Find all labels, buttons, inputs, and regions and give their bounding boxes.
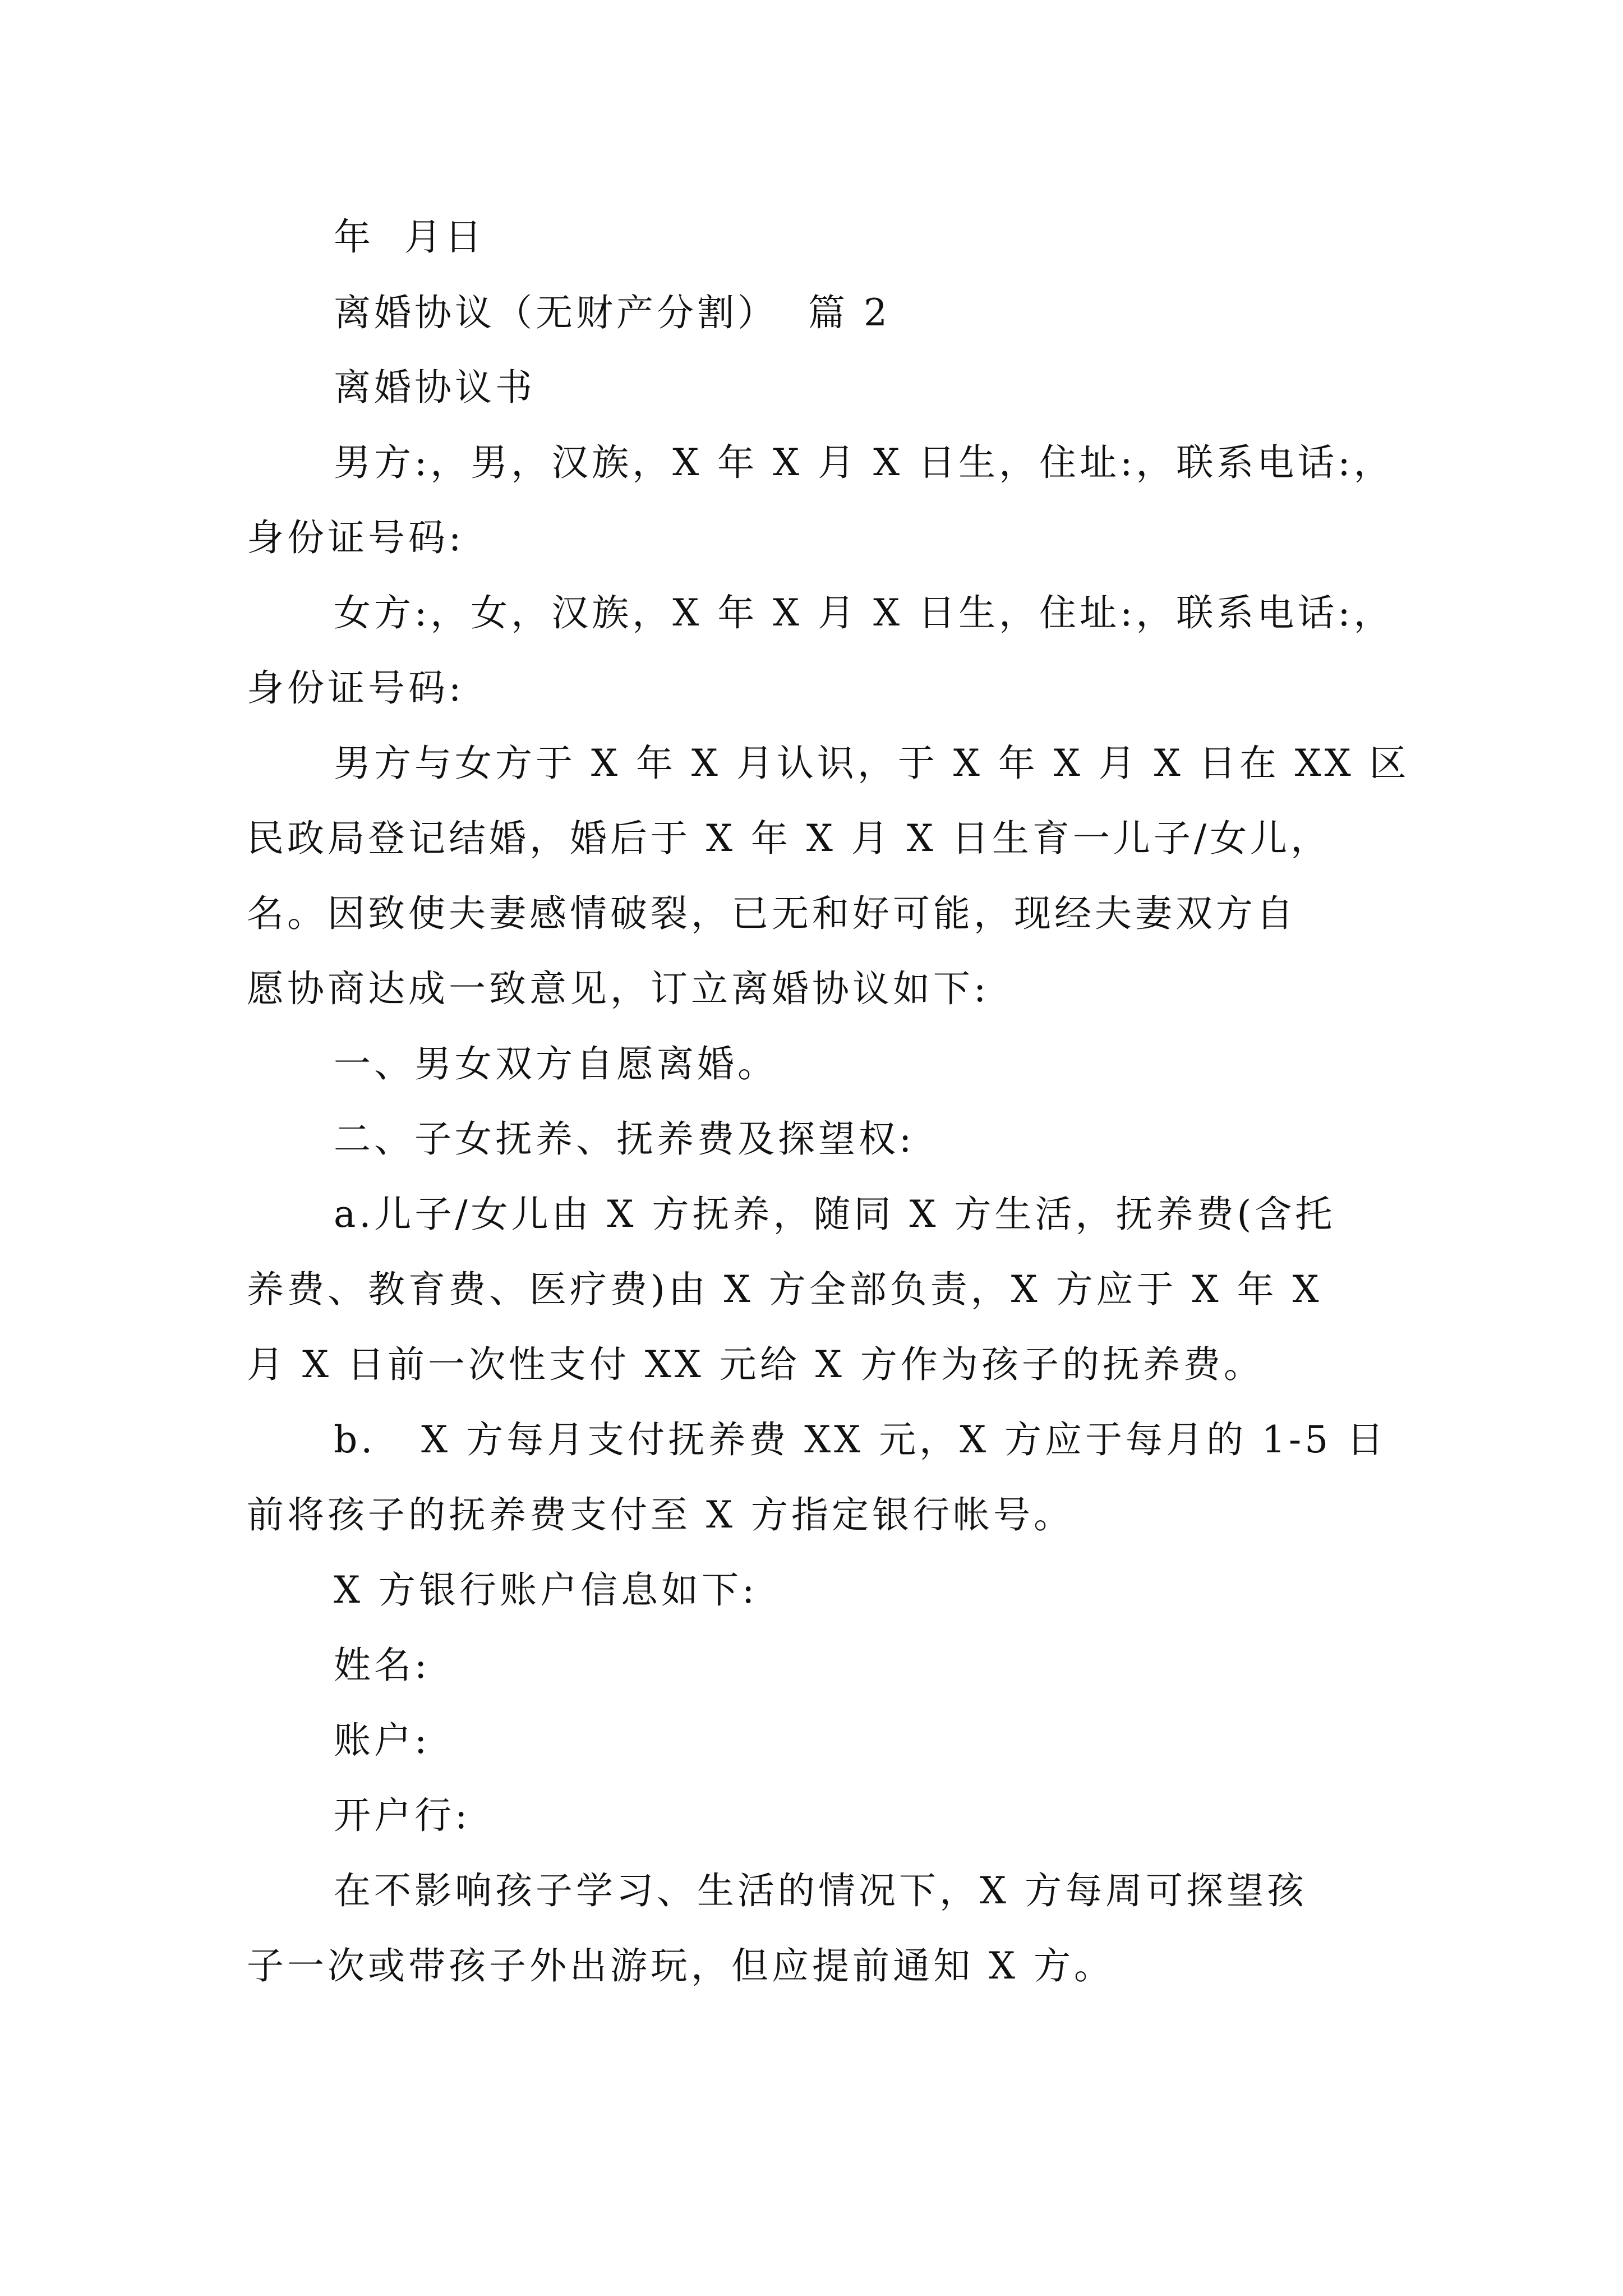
male-party-line-1: 男方:，男，汉族，X 年 X 月 X 日生，住址:，联系电话:，	[334, 441, 1394, 484]
female-party-line-2: 身份证号码:	[247, 666, 465, 710]
bank-info-heading: X 方银行账户信息如下:	[334, 1568, 758, 1612]
female-party-line-1: 女方:，女，汉族，X 年 X 月 X 日生，住址:，联系电话:，	[334, 591, 1394, 634]
bank-name-field: 姓名:	[334, 1644, 431, 1687]
clause-a-line-3: 月 X 日前一次性支付 XX 元给 X 方作为孩子的抚养费。	[247, 1343, 1264, 1386]
section-title: 离婚协议（无财产分割） 篇 2	[334, 291, 891, 334]
background-paragraph-line-1: 男方与女方于 X 年 X 月认识，于 X 年 X 月 X 日在 XX 区	[334, 742, 1410, 785]
date-line: 年 月日	[334, 215, 485, 259]
clause-b-line-2: 前将孩子的抚养费支付至 X 方指定银行帐号。	[247, 1493, 1074, 1536]
clause-b-line-1: b. X 方每月支付抚养费 XX 元，X 方应于每月的 1-5 日	[334, 1418, 1387, 1461]
background-paragraph-line-2: 民政局登记结婚，婚后于 X 年 X 月 X 日生育一儿子/女儿，	[247, 817, 1331, 860]
background-paragraph-line-4: 愿协商达成一致意见，订立离婚协议如下:	[247, 967, 990, 1010]
clause-a-line-2: 养费、教育费、医疗费)由 X 方全部负责，X 方应于 X 年 X	[247, 1268, 1322, 1311]
clause-two-heading: 二、子女抚养、抚养费及探望权:	[334, 1117, 915, 1161]
clause-one: 一、男女双方自愿离婚。	[334, 1042, 778, 1085]
male-party-line-2: 身份证号码:	[247, 516, 465, 559]
background-paragraph-line-3: 名。因致使夫妻感情破裂，已无和好可能，现经夫妻双方自	[247, 892, 1297, 935]
bank-account-field: 账户:	[334, 1719, 431, 1762]
document-title: 离婚协议书	[334, 366, 536, 409]
visitation-paragraph-line-2: 子一次或带孩子外出游玩，但应提前通知 X 方。	[247, 1944, 1114, 1987]
bank-branch-field: 开户行:	[334, 1794, 471, 1837]
visitation-paragraph-line-1: 在不影响孩子学习、生活的情况下，X 方每周可探望孩	[334, 1869, 1307, 1912]
clause-a-line-1: a.儿子/女儿由 X 方抚养，随同 X 方生活，抚养费(含托	[334, 1193, 1336, 1236]
